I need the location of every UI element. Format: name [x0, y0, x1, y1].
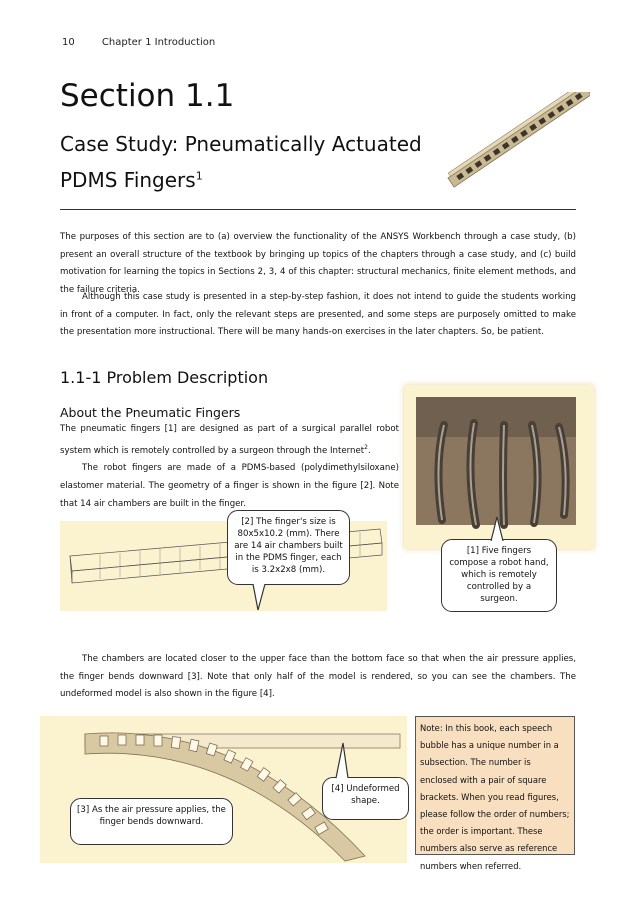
intro-paragraph-2: Although this case study is presented in a step-by-step fashion, it does not intend to guide the students working in front of a computer. In fact, only the relevant steps are presented, and some steps are purposely omitted to make the presentation more instructional. There will be many hands-on exercises in the later chapters. So, be patient.	[60, 292, 576, 338]
finger-bar-illustration	[440, 92, 590, 192]
speech-bubble-1: [1] Five fingers compose a robot hand, which is remotely controlled by a surgeon.	[441, 539, 557, 612]
subtitle-text: PDMS Fingers	[60, 168, 196, 192]
bubble-4-tail	[332, 742, 352, 779]
bubble-1-tail	[487, 516, 507, 542]
footnote-2: 2	[364, 443, 368, 451]
footnote-mark: 1	[195, 169, 203, 183]
about-paragraph-2: The robot fingers are made of a PDMS-based (polydimethylsiloxane) elastomer material. The geometry of a finger is shown in the figure [2]. Note that 14 air chambers are built in the finger.	[60, 463, 399, 509]
note-box: Note: In this book, each speech bubble has a unique number in a subsection. The number is enclosed with a pair of square brackets. When you read figures, please follow the order of numbers; the order is important. These numbers also serve as reference numbers when referred.	[415, 716, 575, 855]
speech-bubble-2: [2] The finger's size is 80x5x10.2 (mm). There are 14 air chambers built in the PDMS finger, each is 3.2x2x8 (mm).	[227, 510, 350, 585]
section-title: Section 1.1	[60, 78, 235, 114]
chambers-paragraph: The chambers are located closer to the upper face than the bottom face so that when the air pressure applies, the finger bends downward [3]. Note that only half of the model is rendered, so you can see the chambers. The undeformed model is also shown in the figure [4].	[60, 654, 576, 700]
about-text-1: The pneumatic fingers [1] are designed as part of a surgical parallel robot system which is remotely controlled by a surgeon through the Internet	[60, 424, 399, 456]
title-rule	[60, 209, 576, 210]
section-subtitle-line2	[60, 168, 203, 192]
about-paragraph-1: The pneumatic fingers [1] are designed as part of a surgical parallel robot system which is remotely controlled by a surgeon through the Internet$^2$.	[60, 424, 399, 456]
bubble-2-tail	[250, 583, 270, 613]
about-paragraphs	[60, 421, 399, 513]
about-heading: About the Pneumatic Fingers	[60, 405, 241, 420]
speech-bubble-4: [4] Undeformed shape.	[322, 777, 409, 820]
subsection-heading: 1.1-1 Problem Description	[60, 368, 269, 387]
intro-paragraph-1: The purposes of this section are to (a) overview the functionality of the ANSYS Workbench through a case study, (b) present an overall structure of the textbook by bringing up topics of the chapters through a case study, and (c) build motivation for learning the topics in Sections 2, 3, 4 of this chapter: structural mechanics, finite element methods, and the failure criteria.	[60, 232, 576, 296]
chapter-title: Chapter 1 Introduction	[101, 37, 216, 48]
section-subtitle-line1: Case Study: Pneumatically Actuated	[60, 132, 422, 156]
page-number: 10	[62, 37, 75, 48]
running-header	[62, 37, 215, 48]
speech-bubble-3: [3] As the air pressure applies, the finger bends downward.	[70, 798, 233, 845]
